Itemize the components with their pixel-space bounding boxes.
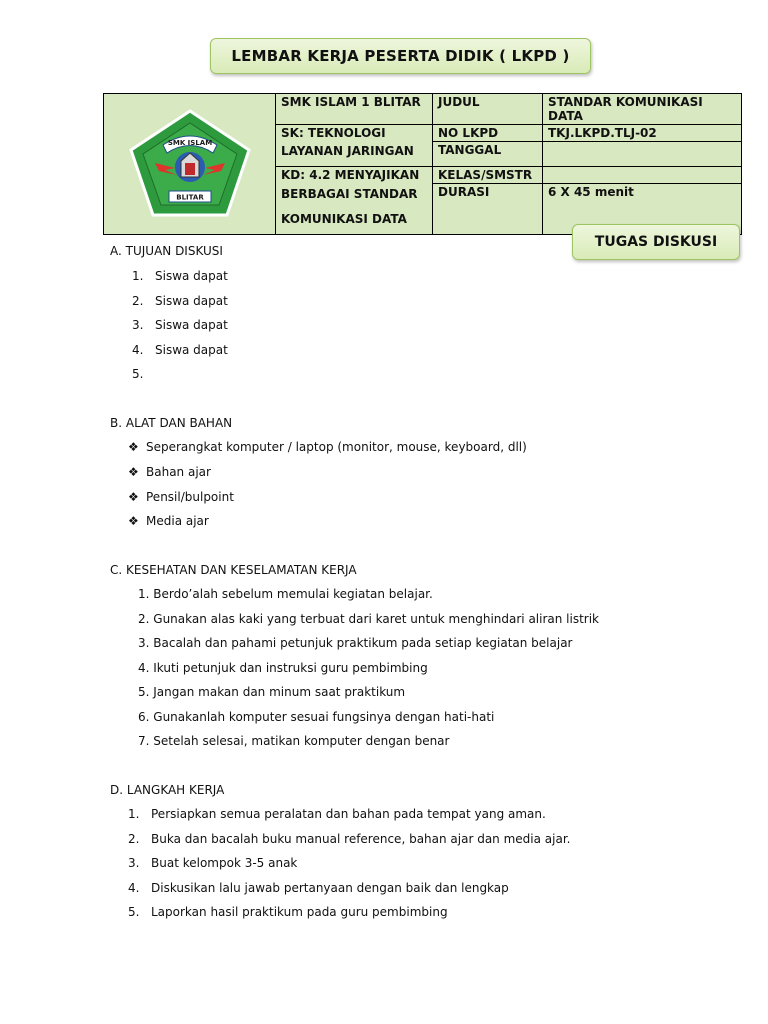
list-item: 6. Gunakanlah komputer sesuai fungsinya dengan hati-hati [138, 710, 495, 724]
sk-cell [276, 125, 433, 167]
section-b-title: B. ALAT DAN BAHAN [110, 416, 233, 430]
kd-line-1: KD: 4.2 MENYAJIKAN [281, 168, 420, 182]
list-item: Siswa dapat [155, 269, 228, 283]
list-item: Diskusikan lalu jawab pertanyaan dengan baik dan lengkap [151, 881, 509, 895]
list-item: Bahan ajar [146, 465, 211, 479]
list-item: Siswa dapat [155, 318, 228, 332]
diamond-bullet-icon: ❖ [128, 490, 139, 504]
diamond-bullet-icon: ❖ [128, 514, 139, 528]
sk-line-1: SK: TEKNOLOGI [281, 126, 386, 140]
header-table [103, 93, 742, 235]
list-item: Seperangkat komputer / laptop (monitor, mouse, keyboard, dll) [146, 440, 527, 454]
section-a-title: A. TUJUAN DISKUSI [110, 244, 223, 258]
school-logo-cell [104, 94, 276, 235]
list-item: 2. Gunakan alas kaki yang terbuat dari karet untuk menghindari aliran listrik [138, 612, 600, 626]
list-item: Siswa dapat [155, 343, 228, 357]
value-no-lkpd: TKJ.LKPD.TLJ-02 [543, 125, 742, 142]
list-number: 3. [132, 318, 144, 332]
list-number: 1. [132, 269, 144, 283]
list-item: 3. Bacalah dan pahami petunjuk praktikum pada setiap kegiatan belajar [138, 636, 573, 650]
school-name: SMK ISLAM 1 BLITAR [276, 94, 433, 125]
list-item: 4. Ikuti petunjuk dan instruksi guru pembimbing [138, 661, 428, 675]
list-number: 4. [128, 881, 140, 895]
list-item: 5. Jangan makan dan minum saat praktikum [138, 685, 406, 699]
list-number: 2. [132, 294, 144, 308]
label-tanggal: TANGGAL [433, 142, 543, 167]
school-logo [125, 105, 255, 220]
label-durasi: DURASI [433, 184, 543, 235]
logo-bottom-text: BLITAR [175, 193, 204, 202]
list-item: Buat kelompok 3-5 anak [151, 856, 298, 870]
label-no-lkpd: NO LKPD [433, 125, 543, 142]
value-judul: STANDAR KOMUNIKASI DATA [543, 94, 742, 125]
sk-line-2: LAYANAN JARINGAN [281, 144, 414, 158]
value-tanggal [543, 142, 742, 167]
list-number: 5. [132, 367, 144, 381]
list-number: 1. [128, 807, 140, 821]
list-item: Buka dan bacalah buku manual reference, bahan ajar dan media ajar. [151, 832, 571, 846]
kd-line-2: BERBAGAI STANDAR [281, 187, 418, 201]
diamond-bullet-icon: ❖ [128, 440, 139, 454]
list-number: 2. [128, 832, 140, 846]
kd-line-3: KOMUNIKASI DATA [281, 212, 407, 226]
list-item: Persiapkan semua peralatan dan bahan pada tempat yang aman. [151, 807, 546, 821]
value-durasi: 6 X 45 menit [543, 184, 742, 235]
section-d-title: D. LANGKAH KERJA [110, 783, 225, 797]
list-item: Laporkan hasil praktikum pada guru pembimbing [151, 905, 448, 919]
tugas-diskusi-badge: TUGAS DISKUSI [572, 224, 740, 260]
document-title: LEMBAR KERJA PESERTA DIDIK ( LKPD ) [210, 38, 591, 74]
list-item: Pensil/bulpoint [146, 490, 234, 504]
logo-top-text: SMK ISLAM [167, 139, 212, 147]
section-c-title: C. KESEHATAN DAN KESELAMATAN KERJA [110, 563, 357, 577]
list-item: 1. Berdo’alah sebelum memulai kegiatan belajar. [138, 587, 433, 601]
list-item: Media ajar [146, 514, 209, 528]
list-number: 3. [128, 856, 140, 870]
list-item: Siswa dapat [155, 294, 228, 308]
label-judul: JUDUL [433, 94, 543, 125]
list-item: 7. Setelah selesai, matikan komputer dengan benar [138, 734, 450, 748]
kd-cell [276, 167, 433, 235]
list-number: 5. [128, 905, 140, 919]
list-number: 4. [132, 343, 144, 357]
value-kelas [543, 167, 742, 184]
label-kelas: KELAS/SMSTR [433, 167, 543, 184]
diamond-bullet-icon: ❖ [128, 465, 139, 479]
